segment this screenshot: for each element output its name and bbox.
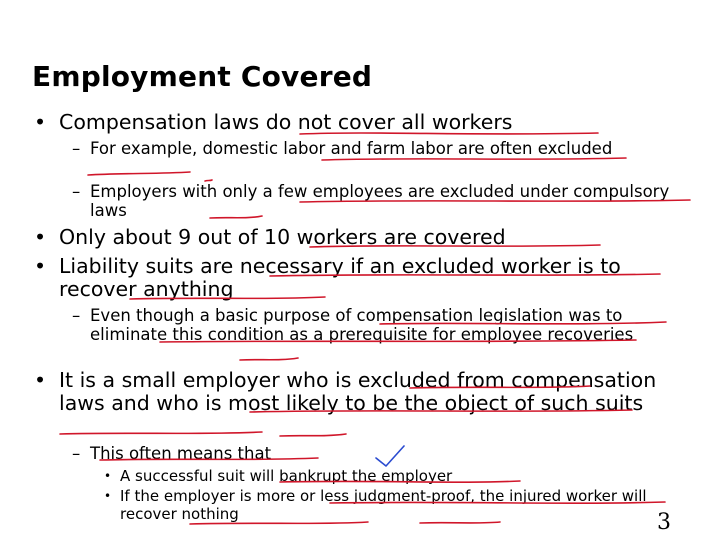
bullet-text: It is a small employer who is excluded from compensation laws and who is most likely to be the object of such suits <box>59 368 657 415</box>
ink-underline <box>322 158 626 160</box>
sub-bullet-text: Employers with only a few employees are excluded under compulsory laws <box>90 182 670 220</box>
ink-underline <box>280 434 346 436</box>
bullet-icon: • <box>104 469 112 483</box>
slide-title: Employment Covered <box>32 60 373 93</box>
sub-bullet-text: For example, domestic labor and farm labor are often excluded <box>90 139 613 158</box>
dash-icon: – <box>72 444 81 463</box>
ink-underline <box>205 180 212 181</box>
sub-bullet-text: Even though a basic purpose of compensation legislation was to eliminate this condition as a prerequisite for employee recoveries <box>90 306 634 344</box>
bullet-text: Liability suits are necessary if an excluded worker is to recover anything <box>59 254 621 301</box>
dash-icon: – <box>72 182 81 201</box>
page-number: 3 <box>657 510 671 535</box>
bullet-icon: • <box>34 254 47 278</box>
ink-underline <box>240 358 298 360</box>
bullet-text: Only about 9 out of 10 workers are covered <box>59 225 506 249</box>
sub-sub-bullet-text: A successful suit will bankrupt the employer <box>120 467 453 485</box>
bullet-text: Compensation laws do not cover all workers <box>59 110 513 134</box>
dash-icon: – <box>72 306 81 325</box>
ink-underline <box>88 172 190 175</box>
dash-icon: – <box>72 139 81 158</box>
ink-underline <box>60 432 262 434</box>
sub-bullet-text: This often means that <box>90 444 272 463</box>
sub-sub-bullet-text: If the employer is more or less judgment-proof, the injured worker will recover nothing <box>120 487 647 523</box>
bullet-icon: • <box>34 368 47 392</box>
bullet-icon: • <box>34 225 47 249</box>
bullet-icon: • <box>34 110 47 134</box>
bullet-icon: • <box>104 489 112 503</box>
